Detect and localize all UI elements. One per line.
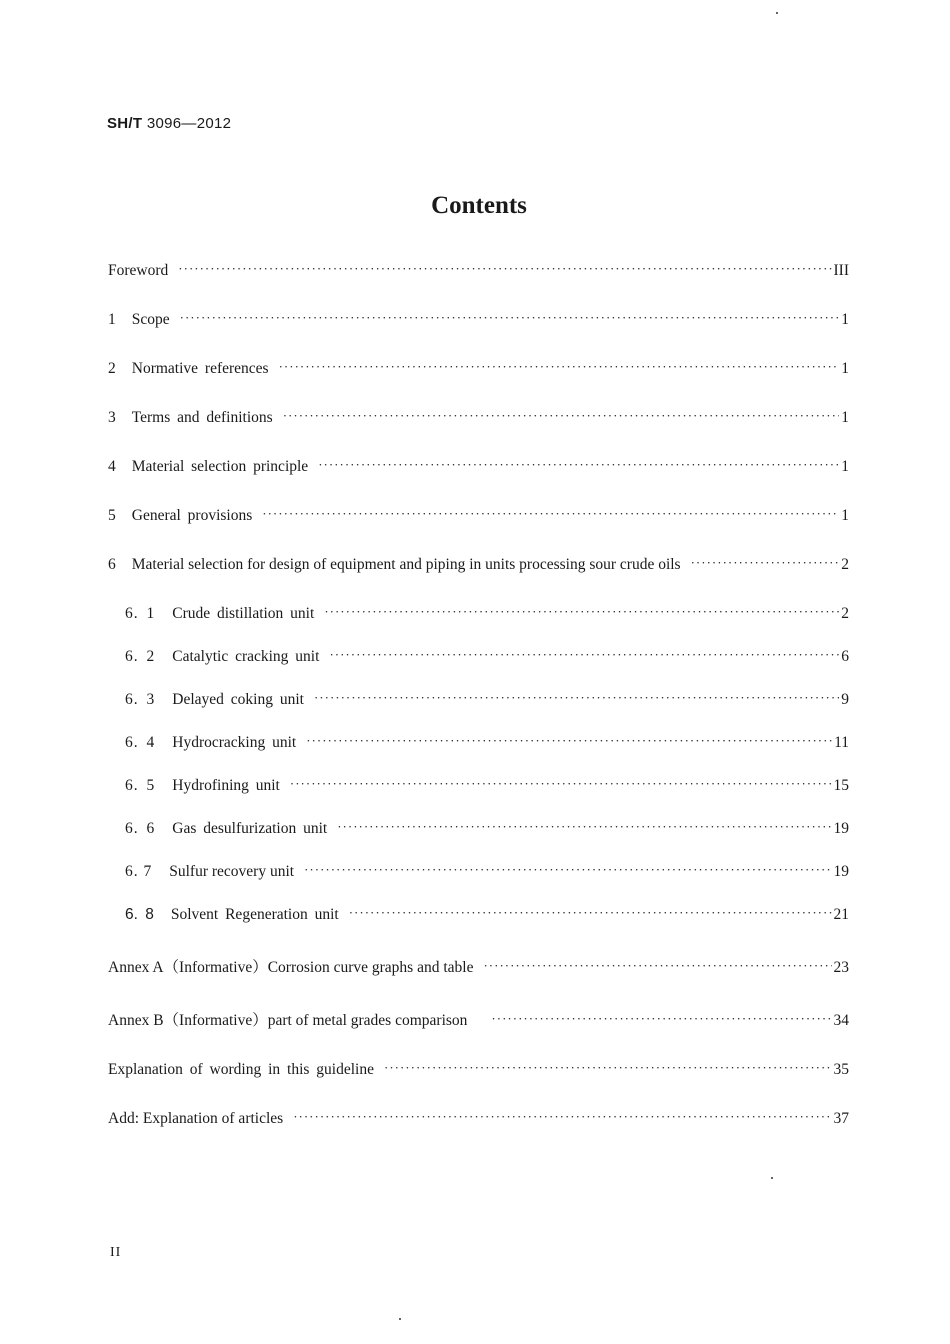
toc-entry-explanation-articles[interactable] <box>108 1110 849 1128</box>
toc-leader-dots <box>349 905 832 921</box>
toc-leader-dots <box>314 690 839 706</box>
toc-leader-dots <box>180 310 840 326</box>
toc-label: Add: Explanation of articles <box>108 1110 284 1127</box>
toc-page-number: 1 <box>841 409 849 426</box>
toc-leader-dots <box>290 776 832 792</box>
toc-label: Delayed coking unit <box>172 691 304 708</box>
toc-label: Material selection principle <box>131 458 309 475</box>
toc-page-number: 1 <box>841 458 849 475</box>
toc-leader-dots <box>293 1109 831 1125</box>
standard-code <box>107 115 231 132</box>
toc-page-number: 6 <box>841 648 849 665</box>
page-title: Contents <box>431 192 527 219</box>
toc-page-number: 15 <box>833 777 849 794</box>
toc-leader-dots <box>306 733 832 749</box>
toc-label: Foreword <box>108 262 169 279</box>
toc-leader-dots <box>491 1011 831 1027</box>
toc-number: 6. 2 <box>125 648 156 665</box>
toc-number: 1 <box>108 311 116 328</box>
toc-number: 6. 3 <box>125 691 156 708</box>
toc-label: Material selection for design of equipment and piping in units processing sour crude oils <box>131 556 681 573</box>
toc-page-number: 1 <box>841 507 849 524</box>
toc-leader-dots <box>283 408 840 424</box>
toc-entry-material-selection-principle[interactable] <box>108 458 849 476</box>
toc-number: 6. 7 <box>125 863 153 880</box>
toc-label: Gas desulfurization unit <box>172 820 328 837</box>
toc-entry-6-3[interactable] <box>108 691 849 709</box>
toc-page-number: 35 <box>833 1061 849 1078</box>
toc-label: Explanation of wording in this guideline <box>108 1061 374 1078</box>
toc-label: Catalytic cracking unit <box>172 648 320 665</box>
toc-number: 2 <box>108 360 116 377</box>
toc-number: 5 <box>108 507 116 524</box>
toc-leader-dots <box>262 506 839 522</box>
toc-label: Hydrofining unit <box>172 777 280 794</box>
toc-entry-6-8[interactable] <box>108 906 849 924</box>
toc-page-number: 21 <box>833 906 849 923</box>
toc-entry-scope[interactable] <box>108 311 849 329</box>
toc-label: Hydrocracking unit <box>172 734 297 751</box>
toc-number: 6. 8 <box>125 906 154 923</box>
toc-entry-6-7[interactable] <box>108 863 849 881</box>
toc-number: 6. 1 <box>125 605 156 622</box>
toc-entry-annex-b[interactable] <box>108 1008 849 1030</box>
toc-label: Normative references <box>131 360 269 377</box>
scan-speck <box>771 1177 773 1179</box>
toc-page-number: 19 <box>833 820 849 837</box>
toc-label: Annex B（Informative）part of metal grades comparison <box>108 1012 468 1029</box>
table-of-contents <box>108 262 849 1128</box>
toc-entry-general-provisions[interactable] <box>108 507 849 525</box>
toc-page-number: 1 <box>841 360 849 377</box>
toc-leader-dots <box>384 1060 832 1076</box>
standard-code-prefix: SH/T <box>107 115 143 132</box>
toc-page-number: 11 <box>834 734 849 751</box>
toc-page-number: III <box>833 262 849 279</box>
toc-page-number: 2 <box>841 556 849 573</box>
toc-label: Terms and definitions <box>131 409 273 426</box>
toc-page-number: 37 <box>833 1110 849 1127</box>
toc-entry-explanation-wording[interactable] <box>108 1061 849 1079</box>
toc-entry-annex-a[interactable] <box>108 955 849 977</box>
scan-speck <box>399 1318 401 1320</box>
toc-label: Solvent Regeneration unit <box>170 906 339 923</box>
toc-entry-6-2[interactable] <box>108 648 849 666</box>
toc-leader-dots <box>304 862 831 878</box>
toc-entry-6-5[interactable] <box>108 777 849 795</box>
toc-page-number: 34 <box>833 1012 849 1029</box>
scan-speck <box>776 12 778 14</box>
toc-entry-6-6[interactable] <box>108 820 849 838</box>
toc-leader-dots <box>324 604 839 620</box>
toc-label: Crude distillation unit <box>172 605 315 622</box>
toc-leader-dots <box>329 647 839 663</box>
toc-leader-dots <box>178 261 831 277</box>
standard-code-number: 3096—2012 <box>146 115 232 132</box>
toc-page-number: 1 <box>841 311 849 328</box>
toc-number: 4 <box>108 458 116 475</box>
toc-entry-terms-definitions[interactable] <box>108 409 849 427</box>
toc-leader-dots <box>337 819 831 835</box>
toc-leader-dots <box>279 359 840 375</box>
toc-number: 3 <box>108 409 116 426</box>
toc-entry-6-1[interactable] <box>108 605 849 623</box>
toc-label: Scope <box>131 311 170 328</box>
toc-page-number: 2 <box>841 605 849 622</box>
page-number-footer: II <box>110 1245 122 1260</box>
toc-entry-section-6[interactable] <box>108 556 849 574</box>
toc-number: 6 <box>108 556 116 573</box>
toc-leader-dots <box>483 958 831 974</box>
toc-number: 6. 6 <box>125 820 156 837</box>
toc-entry-foreword[interactable] <box>108 262 849 280</box>
toc-label: Annex A（Informative）Corrosion curve graphs and table <box>108 959 474 976</box>
toc-number: 6. 4 <box>125 734 156 751</box>
toc-leader-dots <box>691 555 840 571</box>
toc-entry-normative-references[interactable] <box>108 360 849 378</box>
toc-entry-6-4[interactable] <box>108 734 849 752</box>
toc-leader-dots <box>318 457 839 473</box>
toc-page-number: 23 <box>833 959 849 976</box>
toc-page-number: 9 <box>841 691 849 708</box>
toc-page-number: 19 <box>833 863 849 880</box>
toc-number: 6. 5 <box>125 777 156 794</box>
toc-label: General provisions <box>131 507 253 524</box>
toc-label: Sulfur recovery unit <box>169 863 295 880</box>
